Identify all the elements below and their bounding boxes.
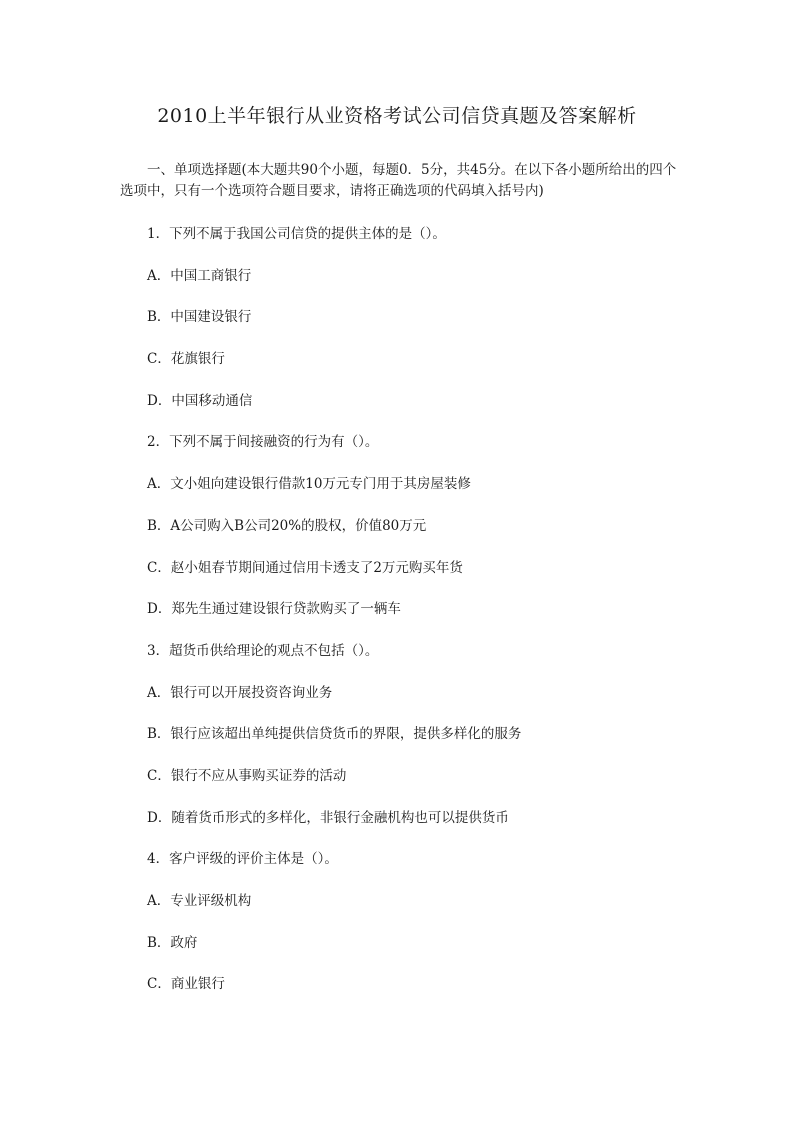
option-text: D．郑先生通过建设银行贷款购买了一辆车 bbox=[147, 601, 401, 618]
question-text: 1．下列不属于我国公司信贷的提供主体的是（）。 bbox=[147, 226, 446, 242]
section-intro: 一、单项选择题(本大题共90个小题，每题0．5分，共45分。在以下各小题所给出的四个选项中，只有一个选项符合题目要求，请将正确选项的代码填入括号内) bbox=[120, 162, 677, 199]
option-text: C．商业银行 bbox=[147, 976, 225, 993]
option-text: C．赵小姐春节期间通过信用卡透支了2万元购买年货 bbox=[147, 559, 463, 576]
option-text: B．中国建设银行 bbox=[147, 309, 252, 326]
option-text: C．花旗银行 bbox=[147, 351, 225, 368]
option-text: A．中国工商银行 bbox=[147, 267, 252, 284]
option-text: A．专业评级机构 bbox=[147, 893, 252, 909]
option-text: B．银行应该超出单纯提供信贷货币的界限，提供多样化的服务 bbox=[147, 726, 522, 743]
document-title: 2010上半年银行从业资格考试公司信贷真题及答案解析 bbox=[157, 105, 637, 127]
option-text: A．文小姐向建设银行借款10万元专门用于其房屋装修 bbox=[147, 476, 471, 493]
question-text: 4．客户评级的评价主体是（）。 bbox=[147, 851, 338, 868]
question-text: 2．下列不属于间接融资的行为有（）。 bbox=[147, 434, 379, 451]
option-text: C．银行不应从事购买证券的活动 bbox=[147, 767, 347, 784]
question-text: 3．超货币供给理论的观点不包括（）。 bbox=[147, 642, 379, 659]
question-list bbox=[147, 224, 521, 1016]
option-text: A．银行可以开展投资咨询业务 bbox=[147, 684, 333, 701]
option-text: D．中国移动通信 bbox=[147, 392, 253, 409]
option-text: B．A公司购入B公司20%的股权，价值80万元 bbox=[147, 517, 427, 534]
option-text: D．随着货币形式的多样化，非银行金融机构也可以提供货币 bbox=[147, 809, 509, 826]
option-text: B．政府 bbox=[147, 934, 198, 951]
